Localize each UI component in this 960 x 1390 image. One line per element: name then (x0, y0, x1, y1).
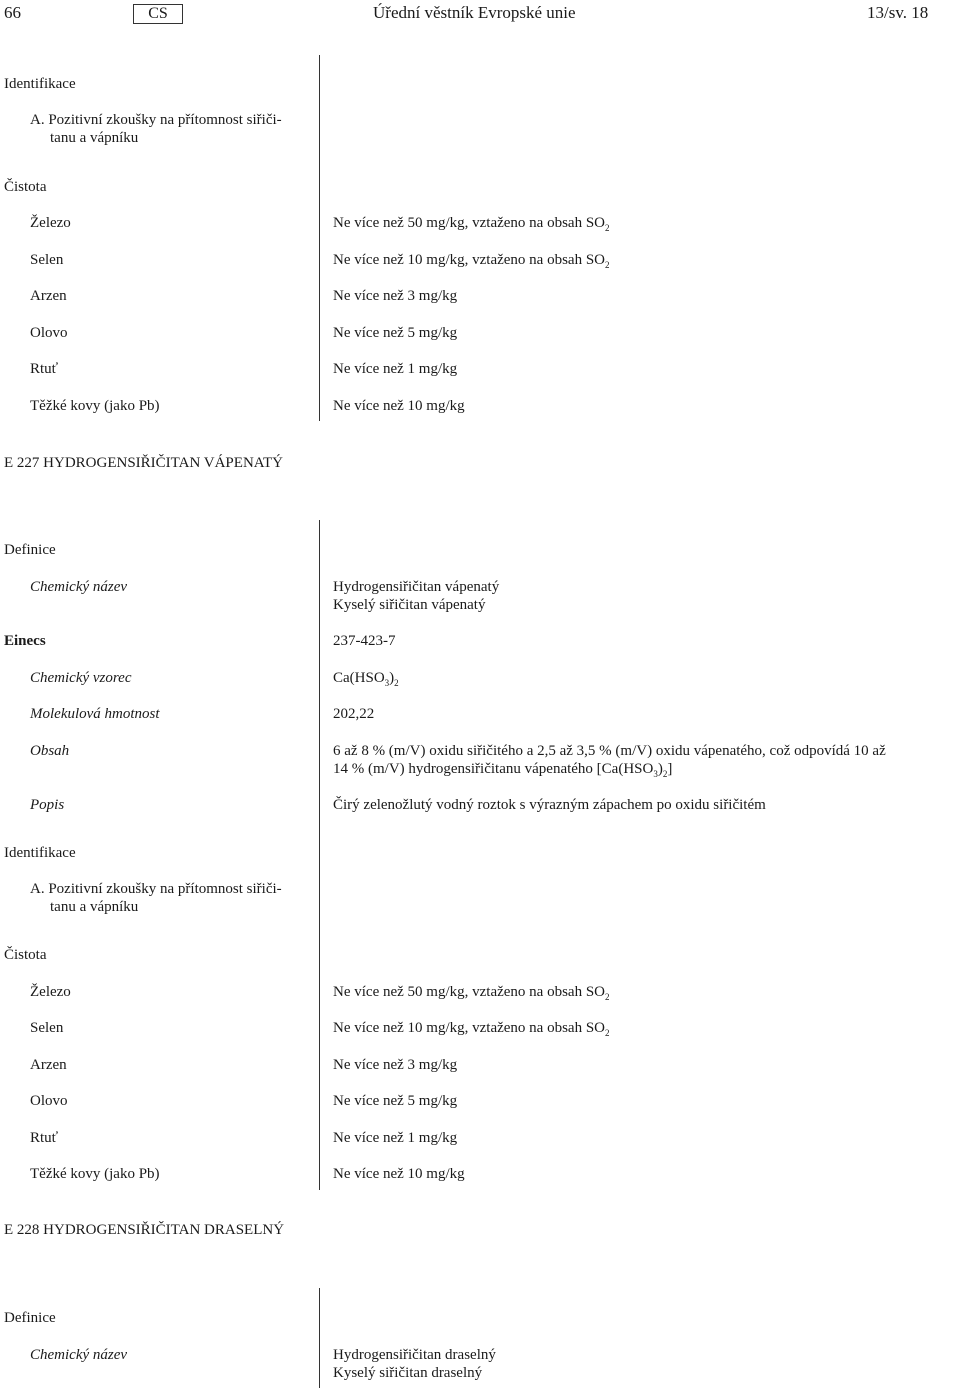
purity-label: Olovo (30, 325, 68, 341)
purity-value: Ne více než 10 mg/kg, vztaženo na obsah $SO_2$ (333, 1020, 610, 1038)
purity-label: Železo (30, 984, 71, 1000)
purity-label: Selen (30, 252, 64, 268)
purity-label: Olovo (30, 1093, 68, 1109)
purity-value: Ne více než 10 mg/kg, vztaženo na obsah $SO_2$ (333, 252, 610, 270)
purity-value: Ne více než 5 mg/kg (333, 325, 458, 341)
page-number: 66 (4, 3, 21, 22)
chem-name-line1: Hydrogensiřičitan draselný (333, 1347, 496, 1363)
column-divider (319, 1288, 320, 1388)
section-heading-definice: Definice (4, 1310, 56, 1326)
section-heading-cistota: Čistota (4, 179, 47, 195)
test-a-line2: tanu a vápníku (50, 899, 139, 915)
mw-label: Molekulová hmotnost (30, 706, 160, 722)
mw-value: 202,22 (333, 706, 375, 722)
section-heading-identifikace: Identifikace (4, 76, 76, 92)
purity-value: Ne více než 50 mg/kg, vztaženo na obsah $SO_2$ (333, 215, 610, 233)
obsah-line1: 6 až 8 % (m/V) oxidu siřičitého a 2,5 až 3,5 % (m/V) oxidu vápenatého, což odpovídá 10 až (333, 743, 886, 759)
purity-value: Ne více než 10 mg/kg (333, 1166, 465, 1182)
column-divider (319, 520, 320, 1190)
popis-label: Popis (30, 797, 65, 813)
section-heading-cistota: Čistota (4, 947, 47, 963)
purity-value: Ne více než 50 mg/kg, vztaženo na obsah $SO_2$ (333, 984, 610, 1002)
e227-title: E 227 HYDROGENSIŘIČITAN VÁPENATÝ (4, 455, 283, 471)
einecs-label: Einecs (4, 633, 46, 649)
e228-title: E 228 HYDROGENSIŘIČITAN DRASELNÝ (4, 1222, 285, 1238)
section-heading-identifikace: Identifikace (4, 845, 76, 861)
obsah-line2: 14 % (m/V) hydrogensiřičitanu vápenatého $[Ca(HSO_3)_2]$ (333, 761, 673, 779)
formula-value: $Ca(HSO_3)_2$ (333, 670, 399, 688)
chem-name-label: Chemický název (30, 1347, 128, 1363)
chem-name-label: Chemický název (30, 579, 128, 595)
purity-value: Ne více než 10 mg/kg (333, 398, 465, 414)
chem-name-line1: Hydrogensiřičitan vápenatý (333, 579, 500, 595)
chem-name-line2: Kyselý siřičitan vápenatý (333, 597, 486, 613)
purity-value: Ne více než 1 mg/kg (333, 1130, 458, 1146)
test-a-line1: A. Pozitivní zkoušky na přítomnost siřiči- (30, 881, 282, 897)
purity-label: Železo (30, 215, 71, 231)
column-divider (319, 55, 320, 421)
einecs-value: 237-423-7 (333, 633, 396, 649)
journal-title: Úřední věstník Evropské unie (373, 3, 576, 22)
purity-label: Arzen (30, 288, 67, 304)
obsah-label: Obsah (30, 743, 70, 759)
purity-label: Selen (30, 1020, 64, 1036)
purity-label: Těžké kovy (jako Pb) (30, 1166, 160, 1182)
purity-label: Arzen (30, 1057, 67, 1073)
purity-value: Ne více než 1 mg/kg (333, 361, 458, 377)
purity-value: Ne více než 3 mg/kg (333, 1057, 458, 1073)
formula-label: Chemický vzorec (30, 670, 132, 686)
volume-ref: 13/sv. 18 (867, 3, 929, 22)
language-code: CS (133, 4, 183, 24)
purity-value: Ne více než 5 mg/kg (333, 1093, 458, 1109)
purity-label: Rtuť (30, 361, 59, 377)
section-heading-definice: Definice (4, 542, 56, 558)
test-a-line1: A. Pozitivní zkoušky na přítomnost siřiči- (30, 112, 282, 128)
purity-value: Ne více než 3 mg/kg (333, 288, 458, 304)
chem-name-line2: Kyselý siřičitan draselný (333, 1365, 483, 1381)
popis-value: Čirý zelenožlutý vodný roztok s výrazným zápachem po oxidu siřičitém (333, 797, 766, 813)
purity-label: Rtuť (30, 1130, 59, 1146)
purity-label: Těžké kovy (jako Pb) (30, 398, 160, 414)
test-a-line2: tanu a vápníku (50, 130, 139, 146)
